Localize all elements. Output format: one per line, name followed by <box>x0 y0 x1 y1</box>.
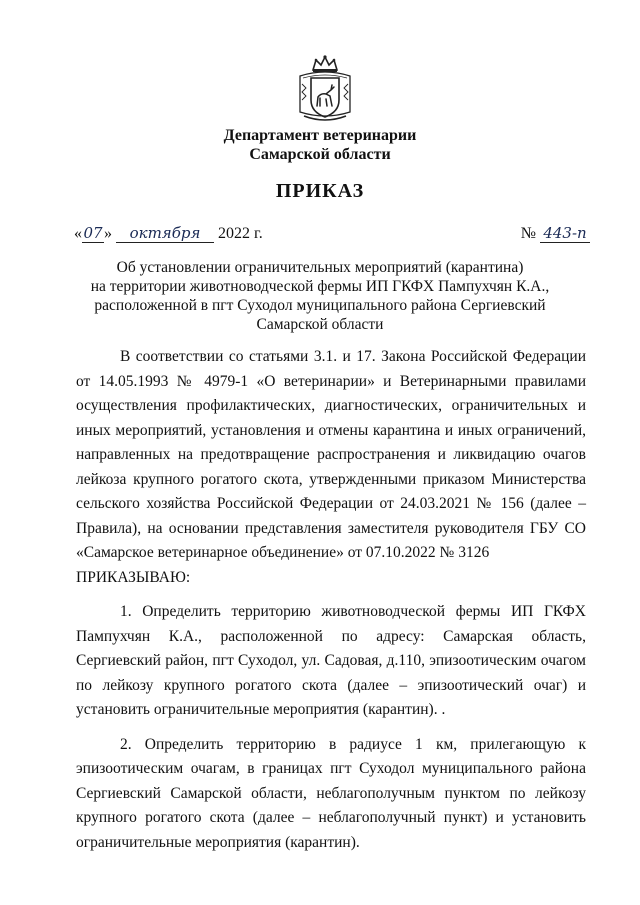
date-month: октября <box>116 224 214 243</box>
order-subject <box>0 258 640 334</box>
coat-of-arms-icon <box>294 54 356 124</box>
date-close-quote: » <box>104 225 112 242</box>
subject-line: расположенной в пгт Суходол муниципального района Сергиевский <box>94 297 546 314</box>
document-title: ПРИКАЗ <box>275 180 365 202</box>
order-item-1: 1. Определить территорию животноводческой фермы ИП ГКФХ Пампухчян К.А., расположенной по адресу: Самарская область, Сергиевский район, пгт Суходол, ул. Садовая, д.110, эпизоотическим очагом по лейкозу крупного рогатого скота (далее – эпизоотический очаг) и установить ограничительные мероприятия (карантин). . <box>76 603 586 718</box>
subject-line: на территории животноводческой фермы ИП ГКФХ Пампухчян К.А., <box>90 278 550 295</box>
order-number <box>521 224 590 243</box>
order-date <box>74 224 263 243</box>
subject-line: Об установлении ограничительных мероприятий (карантина) <box>116 259 524 276</box>
department-region: Самарской области <box>249 146 391 163</box>
preamble-paragraph: В соответствии со статьями 3.1. и 17. Закона Российской Федерации от 14.05.1993 № 4979-1 «О ветеринарии» и Ветеринарными правилами осуществления профилактических, диагностических, ограничительных и иных мероприятий, установления и отмены карантина и иных ограничений, направленных на предотвращение распространения и ликвидацию очагов лейкоза крупного рогатого скота, утвержденными приказом Министерства сельского хозяйства Российской Федерации от 24.03.2021 № 156 (далее – Правила), на основании представления заместителя руководителя ГБУ СО «Самарское ветеринарное объединение» от 07.10.2022 № 3126 <box>76 348 586 561</box>
date-open-quote: « <box>74 225 82 242</box>
number-value: 443-п <box>540 224 590 243</box>
department-name: Департамент ветеринарии <box>223 127 417 144</box>
date-year: 2022 г. <box>218 225 263 242</box>
order-item-2: 2. Определить территорию в радиусе 1 км, прилегающую к эпизоотическим очагам, в границах пгт Суходол муниципального района Сергиевский Самарской области, неблагополучным пунктом по лейкозу крупного рогатого скота (далее – неблагополучный пункт) и установить ограничительные мероприятия (карантин). <box>76 735 586 851</box>
subject-line: Самарской области <box>256 316 384 333</box>
date-day: 07 <box>83 224 103 242</box>
order-body <box>76 345 586 855</box>
order-word: ПРИКАЗЫВАЮ: <box>76 568 191 586</box>
number-prefix: № <box>520 225 536 242</box>
